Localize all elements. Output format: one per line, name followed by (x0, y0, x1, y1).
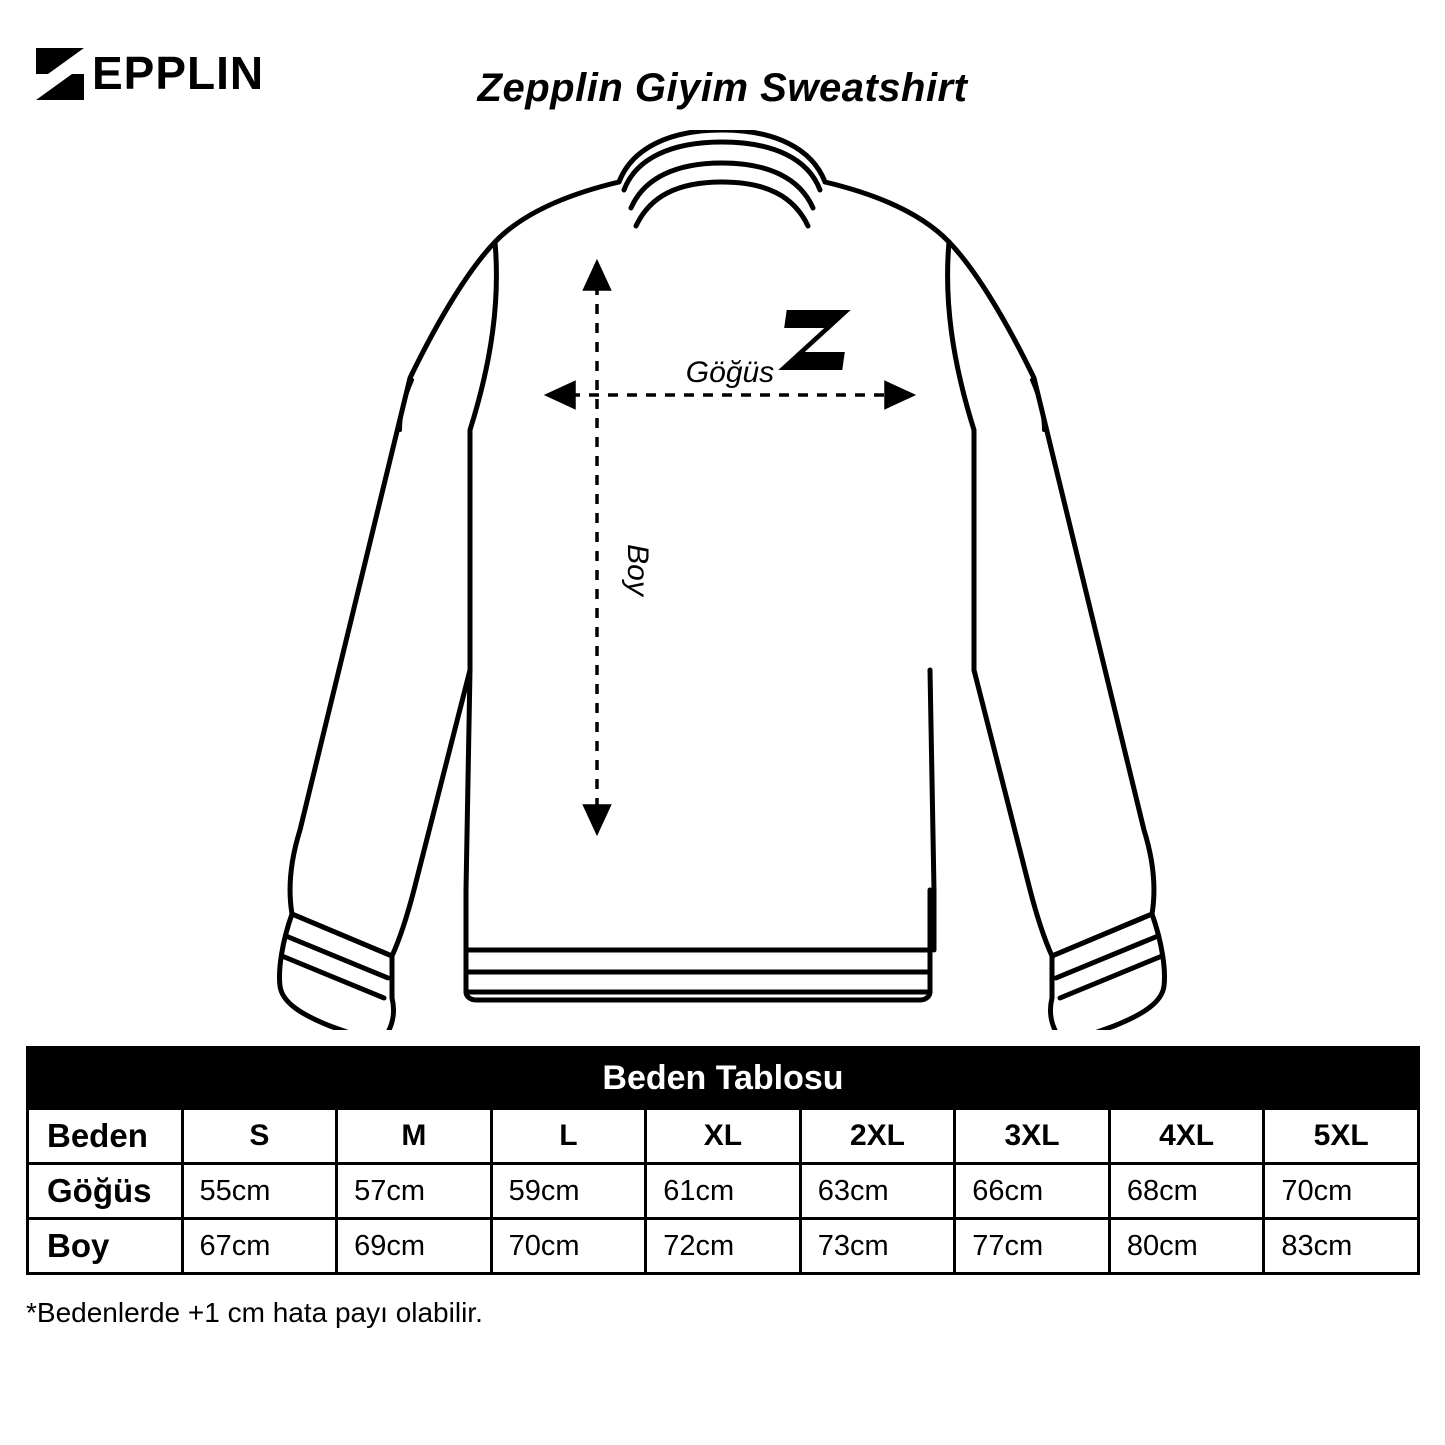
cell-gogus-5xl: 70cm (1264, 1164, 1419, 1219)
table-header-size-xl: XL (646, 1109, 801, 1164)
cell-boy-5xl: 83cm (1264, 1219, 1419, 1274)
row-label-boy: Boy (28, 1219, 183, 1274)
cell-boy-l: 70cm (491, 1219, 646, 1274)
table-header-beden: Beden (28, 1109, 183, 1164)
header (0, 0, 1445, 150)
cell-boy-s: 67cm (182, 1219, 337, 1274)
size-table (26, 1046, 1420, 1275)
page-title-bold: Sweatshirt (760, 66, 968, 110)
table-header-size-3xl: 3XL (955, 1109, 1110, 1164)
table-caption-row (28, 1048, 1419, 1109)
cell-boy-2xl: 73cm (800, 1219, 955, 1274)
chest-measure-label: Göğüs (685, 356, 775, 389)
cell-boy-xl: 72cm (646, 1219, 801, 1274)
chest-logo-icon (778, 310, 850, 370)
table-header-size-m: M (337, 1109, 492, 1164)
table-header-row (28, 1109, 1419, 1164)
table-header-size-l: L (491, 1109, 646, 1164)
cell-gogus-4xl: 68cm (1109, 1164, 1264, 1219)
sweatshirt-outline-icon (0, 130, 1445, 1030)
row-label-gogus: Göğüs (28, 1164, 183, 1219)
cell-boy-4xl: 80cm (1109, 1219, 1264, 1274)
page-title-light: Zepplin Giyim (477, 66, 749, 110)
cell-boy-3xl: 77cm (955, 1219, 1110, 1274)
garment-illustration (0, 130, 1445, 1030)
cell-gogus-3xl: 66cm (955, 1164, 1110, 1219)
table-row-gogus (28, 1164, 1419, 1219)
table-header-size-2xl: 2XL (800, 1109, 955, 1164)
footnote: *Bedenlerde +1 cm hata payı olabilir. (26, 1297, 483, 1328)
cell-gogus-xl: 61cm (646, 1164, 801, 1219)
brand-logo-text: EPPLIN (92, 47, 265, 99)
cell-gogus-m: 57cm (337, 1164, 492, 1219)
table-caption: Beden Tablosu (28, 1048, 1419, 1109)
table-row-boy (28, 1219, 1419, 1274)
cell-gogus-l: 59cm (491, 1164, 646, 1219)
cell-gogus-s: 55cm (182, 1164, 337, 1219)
page-title (0, 66, 1445, 111)
measurement-arrows (548, 263, 912, 832)
table-header-size-s: S (182, 1109, 337, 1164)
cell-boy-m: 69cm (337, 1219, 492, 1274)
cell-gogus-2xl: 63cm (800, 1164, 955, 1219)
length-measure-label: Boy (621, 544, 654, 596)
table-header-size-4xl: 4XL (1109, 1109, 1264, 1164)
table-header-size-5xl: 5XL (1264, 1109, 1419, 1164)
